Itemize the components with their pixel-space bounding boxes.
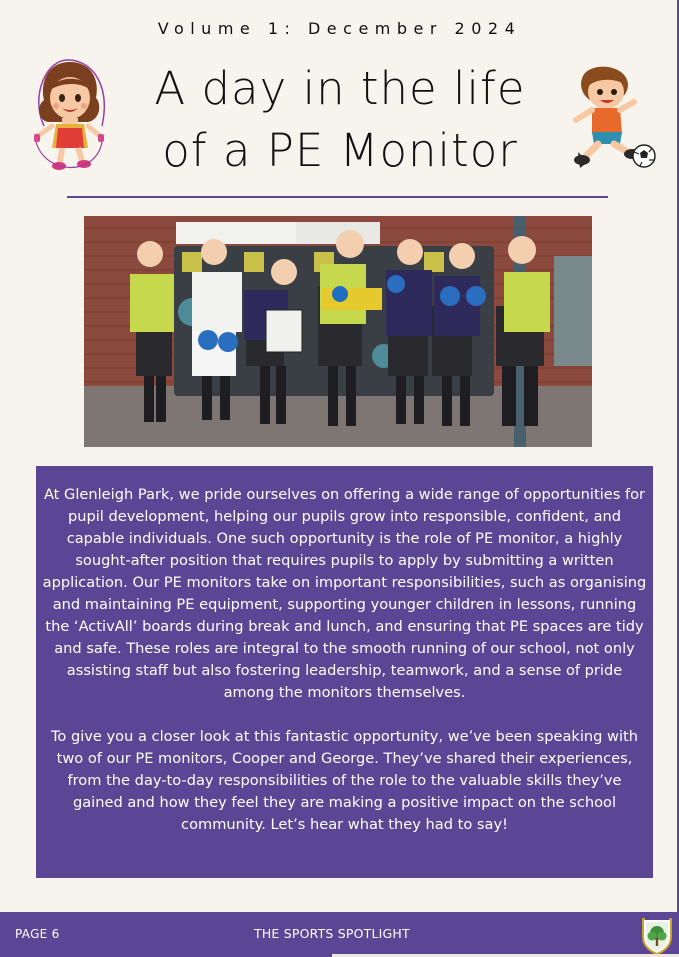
school-crest-icon bbox=[640, 915, 674, 955]
girl-skipping-rope-icon bbox=[26, 56, 116, 174]
pe-monitors-group-photo bbox=[84, 216, 592, 447]
article-paragraph-2: To give you a closer look at this fantastic opportunity, we’ve been speaking with two of our PE monitors, Cooper and George. They’ve shared their experiences, from the day-to-day responsibilities of the role to the valuable skills they’ve gained and how they feel they are making a positive impact on the school community. Let’s hear what they had to say! bbox=[50, 728, 639, 833]
page-footer bbox=[0, 912, 679, 957]
article-paragraph-1: At Glenleigh Park, we pride ourselves on offering a wide range of opportunities for pupil development, helping our pupils grow into responsible, confident, and capable individuals. One such opportunity is the role of PE monitor, a highly sought-after position that requires pupils to apply by submitting a written application. Our PE monitors take on important responsibilities, such as organising and maintaining PE equipment, supporting younger children in lessons, running the ‘ActivAll’ boards during break and lunch, and ensuring that PE spaces are tidy and safe. These roles are integral to the smooth running of our school, not only assisting staff but also fostering leadership, teamwork, and a sense of pride among the monitors themselves. bbox=[42, 486, 647, 701]
page-number: PAGE 6 bbox=[15, 927, 60, 941]
boy-kicking-football-icon bbox=[556, 64, 656, 176]
title-line-1: A day in the life bbox=[154, 62, 526, 115]
title-divider bbox=[67, 196, 608, 198]
title-line-2: of a PE Monitor bbox=[162, 124, 518, 177]
article-text-box bbox=[36, 466, 653, 878]
magazine-name: THE SPORTS SPOTLIGHT bbox=[254, 926, 410, 941]
page-title bbox=[120, 58, 560, 182]
volume-label: Volume 1: December 2024 bbox=[157, 19, 522, 38]
